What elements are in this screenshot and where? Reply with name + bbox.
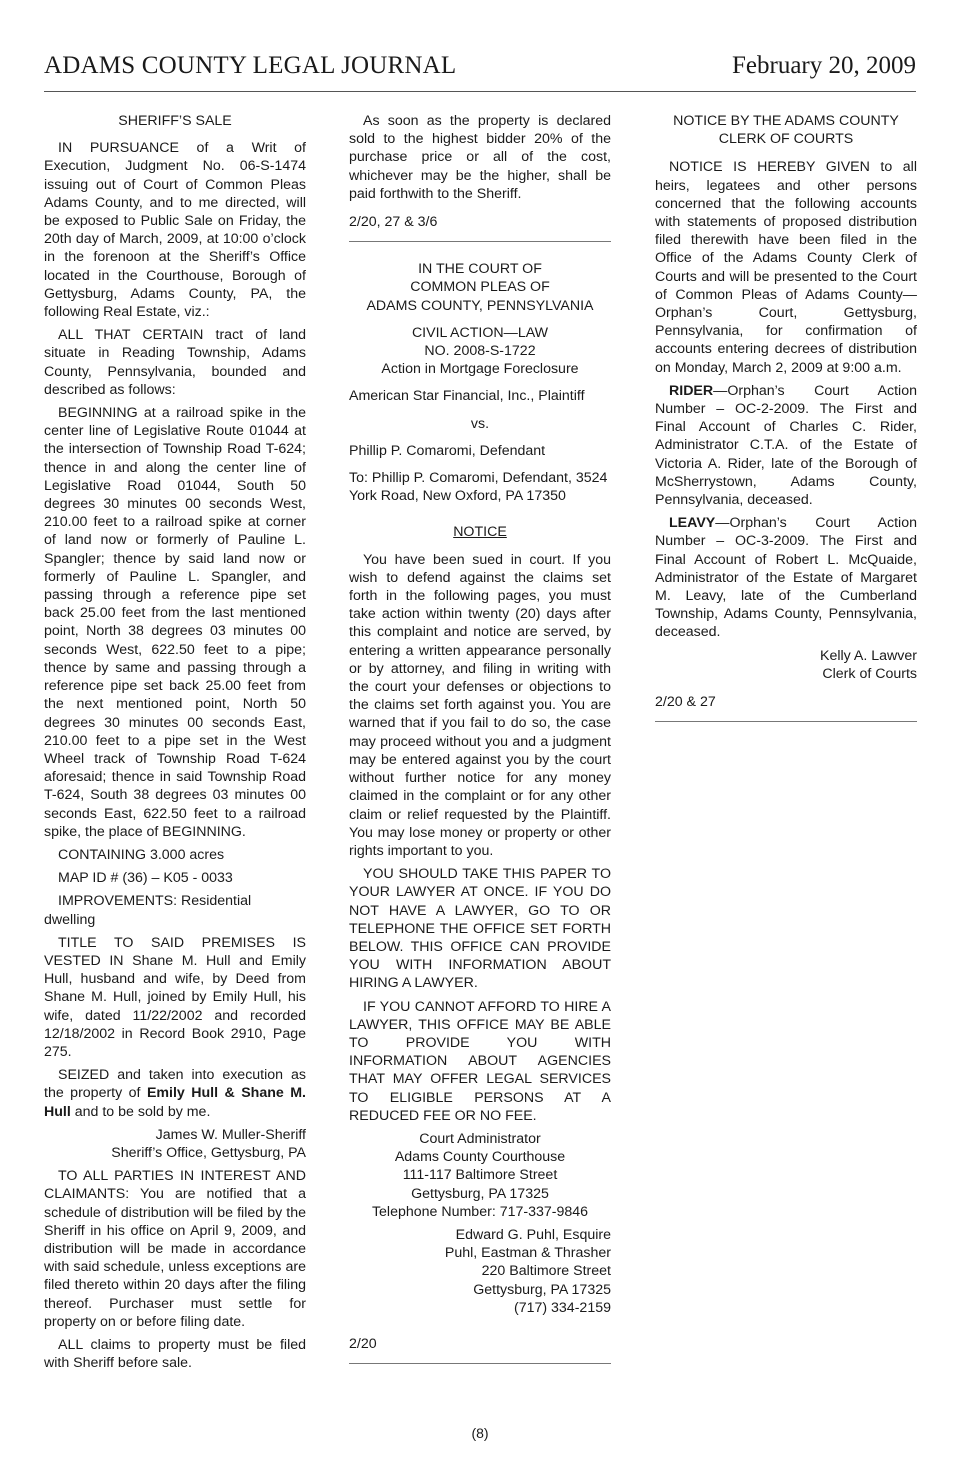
sued-paragraph: You have been sued in court. If you wish to defend against the claims set forth in the following pages, you must take action within twenty (20) days after this complaint and notice are served, by entering a written appearance personally or by attorney, and filing in writing with the court your defenses or objections to the claims set forth against you. You are warned that if you fail to do so, the case may proceed without you and a judgment may be entered against you by the court without further notice for any money claimed in the complaint or for any other claim or relief requested by the Plaintiff. You may lose money or property or other rights important to you. — [349, 551, 611, 859]
action-line-1: CIVIL ACTION—LAW — [411, 324, 549, 341]
sheriff-signature — [44, 1126, 306, 1162]
action-line-2: NO. 2008-S-1722 — [424, 343, 536, 360]
clerk-notice-dates: 2/20 & 27 — [655, 694, 716, 711]
addressee-paragraph: To: Phillip P. Comaromi, Defendant, 3524 York Road, New Oxford, PA 17350 — [349, 470, 608, 505]
clerk-intro-paragraph: NOTICE IS HEREBY GIVEN to all heirs, legatees and other persons concerned that the following accounts with statements of proposed distribution filed therewith have been filed in the Office of the Adams County Clerk of Courts and will be presented to the Court of Common Pleas of Adams County—Orphan’s Court, Gettysburg, Pennsylvania, for confirmation of accounts entering decrees of distribution on Monday, March 2, 2009 at 9:00 a.m. — [655, 159, 917, 376]
metes-bounds-paragraph: BEGINNING at a railroad spike in the center line of Legislative Route 01044 at the intersection of Township Road T-624; thence in and along the center line of Legislative Road 01044, South 50 degrees 30 minutes 00 seconds West, 210.00 feet to a railroad spike at corner of land now or formerly of Pauline L. Spangler; thence by said land now or formerly of Pauline L. Spangler, and passing through a reference pipe set back 25.00 feet from the last mentioned point, North 38 degrees 03 minutes 00 seconds West, 622.50 feet to a pipe; thence by same and passing through a reference pipe set back 25.00 feet from the next mentioned point, North 50 degrees 30 minutes 00 seconds East, 210.00 feet to a pipe set in the West Wheel track of Township Road T-624 aforesaid; thence in said Township Road T-624, South 38 degrees 03 minutes 00 seconds East, 622.50 feet to a railroad spike, the place of BEGINNING. — [44, 405, 306, 840]
parties-paragraph: TO ALL PARTIES IN INTEREST AND CLAIMANTS: You are notified that a schedule of distribution will be filed by the Sheriff in his office on April 9, 2009, and distribution will be made in accordance with said schedule, unless exceptions are filed thereto within 20 days after the filing thereof. Purchaser must settle for property on or before filing date. — [44, 1168, 306, 1330]
column-sheriff-sale — [44, 112, 306, 1377]
plaintiff-line: American Star Financial, Inc., Plaintiff — [349, 388, 585, 405]
admin-line-2: Adams County Courthouse — [394, 1149, 566, 1166]
clerk-name: Kelly A. Lawver — [820, 647, 917, 664]
declared-sold-paragraph: As soon as the property is declared sold to the highest bidder 20% of the purchase price or all of the cost, whichever may be the higher, shall be paid forthwith to the Sheriff. — [349, 113, 611, 202]
notice-heading-text: NOTICE — [453, 524, 507, 541]
cannot-afford-paragraph: IF YOU CANNOT AFFORD TO HIRE A LAWYER, THIS OFFICE MAY BE ABLE TO PROVIDE YOU WITH INFORMATION ABOUT AGENCIES THAT MAY OFFER LEGAL SERVICES TO ELIGIBLE PERSONS AT A REDUCED FEE OR NO FEE. — [349, 998, 611, 1124]
claims-paragraph: ALL claims to property must be filed with Sheriff before sale. — [44, 1337, 306, 1372]
court-administrator-block — [349, 1130, 611, 1221]
notice-heading — [349, 523, 611, 541]
writ-paragraph: IN PURSUANCE of a Writ of Execution, Judgment No. 06-S-1474 issuing out of Court of Common Pleas Adams County, and to me directed, will be exposed to Public Sale on Friday, the 20th day of March, 2009, at 10:00 o’clock in the forenoon at the Sheriff’s Office located in the Courthouse, Borough of Gettysburg, Adams County, PA, the following Real Estate, viz.: — [44, 140, 306, 321]
attorney-line-1: Edward G. Puhl, Esquire — [455, 1226, 611, 1243]
action-line-3: Action in Mortgage Foreclosure — [381, 361, 579, 378]
admin-line-3: 111-117 Baltimore Street — [402, 1167, 558, 1184]
clerk-notice-title — [655, 112, 917, 148]
admin-line-1: Court Administrator — [419, 1130, 541, 1147]
page-number: (8) — [471, 1425, 489, 1441]
attorney-line-5: (717) 334-2159 — [513, 1299, 611, 1316]
attorney-block — [349, 1226, 611, 1317]
leavy-name: LEAVY — [669, 515, 716, 532]
clerk-signature — [655, 647, 917, 683]
defendant-line: Phillip P. Comaromi, Defendant — [349, 442, 546, 459]
court-line-3: ADAMS COUNTY, PENNSYLVANIA — [366, 297, 594, 314]
title-vesting-paragraph: TITLE TO SAID PREMISES IS VESTED IN Shane M. Hull and Emily Hull, husband and wife, by Deed from Shane M. Hull, joined by Emily Hull, his wife, dated 11/22/2002 and recorded 12/18/2002 in Record Book 2910, Page 275. — [44, 934, 306, 1060]
versus-line: vs. — [470, 415, 490, 432]
map-id-line: MAP ID # (36) – K05 - 0033 — [58, 870, 233, 887]
sheriff-sale-dates: 2/20, 27 & 3/6 — [349, 214, 438, 231]
seized-owner-names: Emily Hull & Shane M. Hull — [44, 1085, 306, 1120]
clerk-title: Clerk of Courts — [822, 665, 917, 682]
seized-paragraph — [44, 1066, 306, 1121]
column-clerk-notice — [655, 112, 917, 740]
sheriff-sale-title: SHERIFF’S SALE — [118, 113, 232, 129]
rider-text: —Orphan’s Court Action Number – OC-2-2009. The First and Final Account of Charles C. Rider, Administrator C.T.A. of the Estate of Victoria A. Rider, late of the Borough of McSherrystown, Adams County, Pennsylvania, deceased. — [655, 382, 917, 509]
rider-name: RIDER — [669, 382, 714, 399]
rider-entry — [655, 382, 917, 509]
attorney-line-2: Puhl, Eastman & Thrasher — [444, 1245, 611, 1262]
tract-paragraph: ALL THAT CERTAIN tract of land situate in Reading Township, Adams County, Pennsylvania, bounded and described as follows: — [44, 327, 306, 398]
seized-suffix: and to be sold by me. — [70, 1103, 211, 1120]
issue-date: February 20, 2009 — [732, 52, 916, 79]
journal-title: ADAMS COUNTY LEGAL JOURNAL — [44, 52, 457, 79]
clerk-title-line-1: NOTICE BY THE ADAMS COUNTY — [673, 113, 899, 129]
admin-line-5: Telephone Number: 717-337-9846 — [371, 1203, 589, 1220]
column-court-notice — [349, 112, 611, 1382]
court-line-2: COMMON PLEAS OF — [410, 279, 550, 296]
action-caption — [349, 324, 611, 379]
section-divider — [655, 721, 917, 722]
clerk-title-line-2: CLERK OF COURTS — [718, 131, 854, 148]
leavy-entry — [655, 514, 917, 641]
admin-line-4: Gettysburg, PA 17325 — [411, 1185, 549, 1202]
header-divider — [44, 91, 916, 92]
take-paper-paragraph: YOU SHOULD TAKE THIS PAPER TO YOUR LAWYER AT ONCE. IF YOU DO NOT HAVE A LAWYER, GO TO OR TELEPHONE THE OFFICE SET FORTH BELOW. THIS OFFICE CAN PROVIDE YOU WITH INFORMATION ABOUT HIRING A LAWYER. — [349, 866, 611, 992]
improvements-line: IMPROVEMENTS: Residential dwelling — [44, 893, 252, 928]
court-caption — [349, 260, 611, 315]
containing-line: CONTAINING 3.000 acres — [58, 846, 225, 863]
attorney-line-4: Gettysburg, PA 17325 — [473, 1281, 611, 1298]
court-line-1: IN THE COURT OF — [418, 261, 542, 278]
sheriff-office: Sheriff’s Office, Gettysburg, PA — [111, 1144, 306, 1161]
leavy-text: —Orphan’s Court Action Number – OC-3-2009. The First and Final Account of Robert L. McQuaide, Administrator of the Estate of Margaret M. Leavy, late of the Cumberland Township, Adams County, Pennsylvania, deceased. — [655, 515, 917, 641]
court-notice-dates: 2/20 — [349, 1335, 377, 1352]
section-divider — [349, 1363, 611, 1364]
sheriff-name: James W. Muller-Sheriff — [155, 1126, 306, 1143]
section-divider — [349, 241, 611, 242]
page-header — [44, 52, 916, 88]
seized-prefix: SEIZED and taken into execution as the property of — [44, 1067, 306, 1102]
attorney-line-3: 220 Baltimore Street — [481, 1263, 611, 1280]
